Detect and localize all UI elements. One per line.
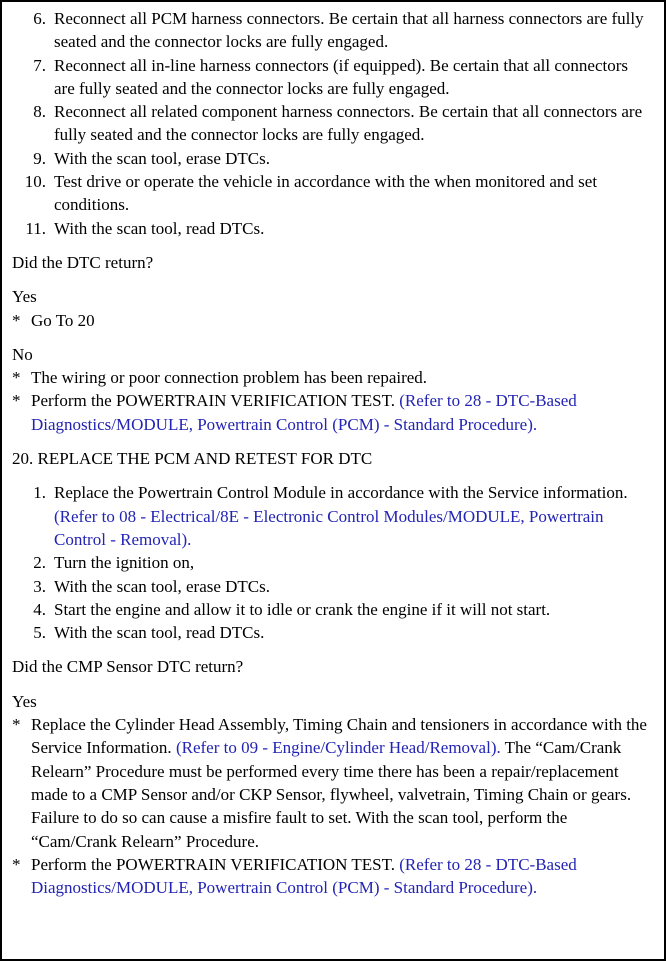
bullet-marker: *: [12, 715, 21, 735]
list-item-text: Reconnect all in-line harness connectors (if equipped). Be certain that all connectors are fully seated and the connector locks are fully engaged.: [54, 55, 628, 98]
list-item-text: Start the engine and allow it to idle or crank the engine if it will not start.: [54, 599, 551, 619]
list-item-text: Reconnect all PCM harness connectors. Be certain that all harness connectors are fully seated and the connector locks are fully engaged.: [54, 9, 644, 52]
list-item: [12, 54, 648, 101]
procedure-link-powertrain-verification[interactable]: (Refer to 28 - DTC-Based Diagnostics/MODULE, Powertrain Control (PCM) - Standard Procedure).: [31, 391, 577, 434]
list-item-text: With the scan tool, erase DTCs.: [54, 576, 271, 596]
bullet-text: [31, 389, 648, 436]
list-item: [12, 217, 648, 240]
list-item: [12, 598, 648, 621]
list-item-text: With the scan tool, read DTCs.: [54, 623, 265, 643]
list-item-number: 5.: [33, 623, 46, 643]
bullet-text: The wiring or poor connection problem has been repaired.: [31, 368, 428, 388]
list-item: [12, 551, 648, 574]
list-item-number: 1.: [33, 483, 46, 503]
bullet-marker: *: [12, 368, 21, 388]
list-item: [12, 170, 648, 217]
list-item-text: Reconnect all related component harness connectors. Be certain that all connectors are fully seated and the connector locks are fully engaged.: [54, 102, 643, 145]
bullet-text: [31, 713, 648, 853]
section-heading-step-20: 20. REPLACE THE PCM AND RETEST FOR DTC: [12, 449, 373, 469]
procedure-link-pcm-removal[interactable]: (Refer to 08 - Electrical/8E - Electronic Control Modules/MODULE, Powertrain Control - Removal).: [54, 506, 604, 549]
list-item-text: [46, 481, 648, 551]
list-item-text: With the scan tool, erase DTCs.: [54, 148, 271, 168]
list-item-number: 6.: [33, 9, 46, 28]
list-item-number: 2.: [33, 553, 46, 573]
bullet-marker: *: [12, 391, 21, 411]
list-item-number: 11.: [25, 218, 46, 238]
bullet-text: Go To 20: [31, 310, 95, 330]
list-item-number: 8.: [33, 102, 46, 122]
list-item: [12, 575, 648, 598]
list-item-text-plain: Replace the Powertrain Control Module in accordance with the Service information.: [54, 483, 628, 503]
answer-label-yes: Yes: [12, 691, 37, 711]
bullet-text: [31, 853, 648, 900]
bullet-text-plain: Replace the Cylinder Head Assembly, Timing Chain and tensioners in accordance with the Service Information.: [31, 715, 647, 758]
bullet-item: [12, 389, 648, 436]
question-did-dtc-return: Did the DTC return?: [12, 252, 154, 272]
bullet-marker: *: [12, 310, 21, 330]
answer-no-1: [12, 343, 648, 436]
answer-yes-2: [12, 690, 648, 900]
answer-label-yes: Yes: [12, 287, 37, 307]
list-item-number: 10.: [24, 172, 46, 192]
procedure-link-cylinder-head-removal[interactable]: (Refer to 09 - Engine/Cylinder Head/Removal).: [175, 738, 501, 758]
bullet-text-continued: The “Cam/Crank Relearn” Procedure must be performed every time there has been a repair/replacement made to a CMP Sensor and/or CKP Sensor, flywheel, valvetrain, Timing Chain or gears. Failure to do so can cause a misfire fault to set. With the scan tool, perform the “Cam/Crank Relearn” Procedure.: [31, 738, 632, 851]
list-item-text: Turn the ignition on,: [54, 553, 195, 573]
list-item-number: 7.: [33, 55, 46, 75]
bullet-item: [12, 366, 648, 389]
list-item: [12, 481, 648, 551]
list-item: [12, 621, 648, 644]
list-item: [12, 100, 648, 147]
bullet-text-plain: Perform the POWERTRAIN VERIFICATION TEST.: [31, 854, 400, 874]
bullet-item: [12, 853, 648, 900]
bullet-marker: *: [12, 854, 21, 874]
list-item-number: 4.: [33, 599, 46, 619]
step-list-6-11: [12, 7, 648, 240]
procedure-link-powertrain-verification[interactable]: (Refer to 28 - DTC-Based Diagnostics/MODULE, Powertrain Control (PCM) - Standard Procedure).: [31, 854, 577, 898]
bullet-item: [12, 713, 648, 853]
list-item: [12, 147, 648, 170]
bullet-text-plain: Perform the POWERTRAIN VERIFICATION TEST.: [31, 391, 400, 411]
bullet-item: [12, 309, 648, 332]
list-item-number: 9.: [33, 148, 46, 168]
list-item-text: With the scan tool, read DTCs.: [54, 218, 265, 238]
list-item-text: Test drive or operate the vehicle in accordance with the when monitored and set conditions.: [54, 172, 598, 215]
answer-label-no: No: [12, 344, 33, 364]
step-list-1-5: [12, 481, 648, 644]
question-did-cmp-sensor-dtc-return: Did the CMP Sensor DTC return?: [12, 657, 244, 677]
answer-yes-1: [12, 285, 648, 332]
list-item: [12, 7, 648, 54]
list-item-number: 3.: [33, 576, 46, 596]
